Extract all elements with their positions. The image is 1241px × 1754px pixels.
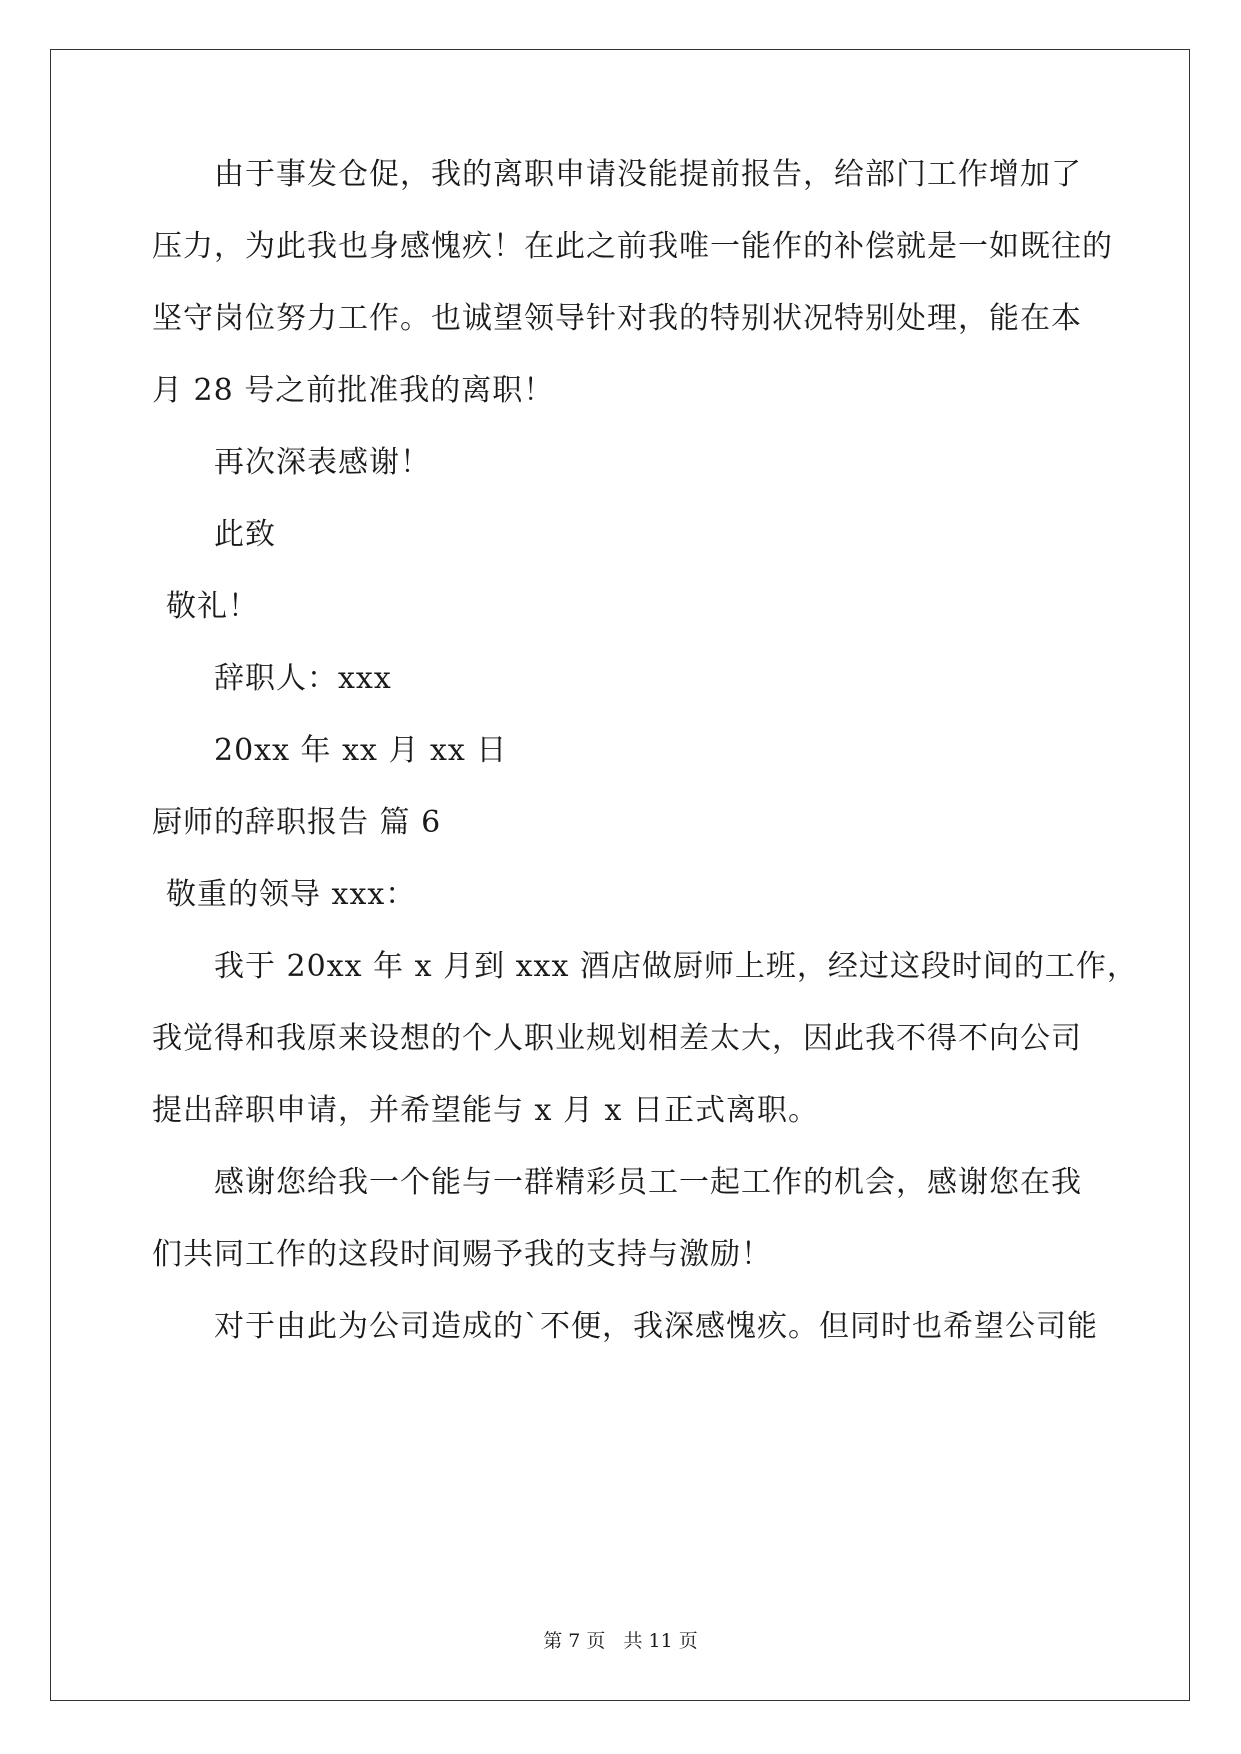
page-number: 第 7 页 (543, 1630, 606, 1652)
paragraph-line: 对于由此为公司造成的`不便，我深感愧疚。但同时也希望公司能 (214, 1309, 1098, 1344)
paragraph-line: 由于事发仓促，我的离职申请没能提前报告，给部门工作增加了 (214, 157, 1082, 192)
paragraph-line: 们共同工作的这段时间赐予我的支持与激励！ (152, 1237, 772, 1272)
page-total: 共 11 页 (623, 1630, 698, 1652)
paragraph-line: 提出辞职申请，并希望能与 x 月 x 日正式离职。 (152, 1093, 819, 1128)
paragraph-line: 感谢您给我一个能与一群精彩员工一起工作的机会，感谢您在我 (214, 1165, 1082, 1200)
paragraph-line: 月 28 号之前批准我的离职！ (152, 373, 555, 408)
paragraph-line: 坚守岗位努力工作。也诚望领导针对我的特别状况特别处理，能在本 (152, 301, 1082, 336)
section-heading: 厨师的辞职报告 篇 6 (152, 805, 442, 840)
closing-salutation: 此致 (214, 517, 276, 552)
paragraph-line: 我觉得和我原来设想的个人职业规划相差太大，因此我不得不向公司 (152, 1021, 1082, 1056)
signature-name: 辞职人：xxx (214, 661, 392, 696)
closing-thanks: 再次深表感谢！ (214, 445, 431, 480)
signature-date: 20xx 年 xx 月 xx 日 (214, 733, 508, 768)
paragraph-line: 压力，为此我也身感愧疚！在此之前我唯一能作的补偿就是一如既往的 (152, 229, 1113, 264)
paragraph-line: 我于 20xx 年 x 月到 xxx 酒店做厨师上班，经过这段时间的工作， (214, 949, 1138, 984)
page-footer (0, 1629, 1241, 1653)
letter-greeting: 敬重的领导 xxx： (166, 877, 417, 912)
closing-regards: 敬礼！ (166, 589, 259, 624)
